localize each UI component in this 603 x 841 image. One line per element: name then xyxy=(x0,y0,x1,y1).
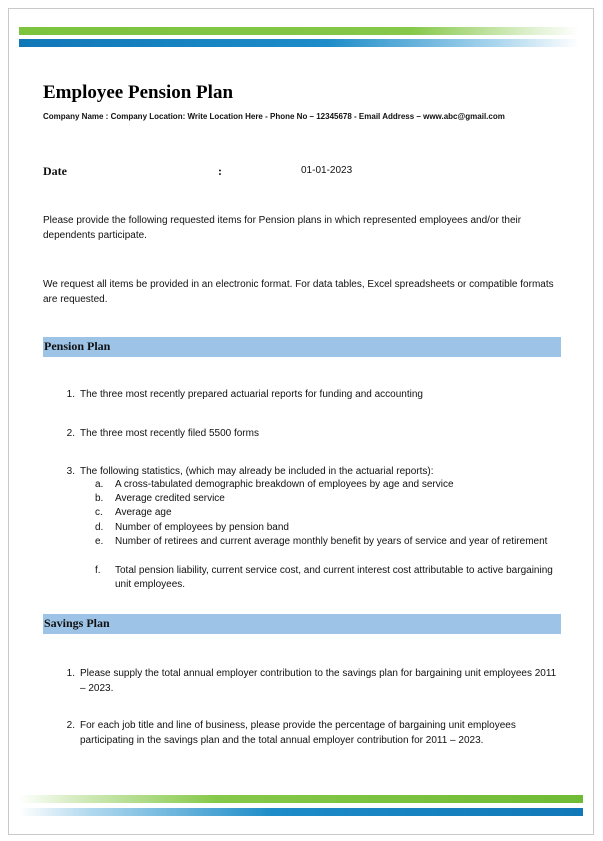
date-colon: : xyxy=(218,164,222,178)
sub-list-letter: d. xyxy=(95,522,104,533)
list-text: For each job title and line of business, please provide the percentage of bargaining unit employees participating in the savings plan and the total annual employer contribution for 2011 – 2023. xyxy=(80,720,516,746)
sub-list-letter: c. xyxy=(95,507,103,518)
list-text: The following statistics, (which may already be included in the actuarial reports): xyxy=(80,466,434,477)
sub-list-letter: e. xyxy=(95,536,104,547)
footer-blue-stripe xyxy=(19,808,583,816)
list-number: 1. xyxy=(66,668,75,679)
list-number: 1. xyxy=(66,389,75,400)
document-title: Employee Pension Plan xyxy=(43,82,234,103)
list-number: 2. xyxy=(66,720,75,731)
savings-plan-heading: Savings Plan xyxy=(43,614,561,634)
list-number: 3. xyxy=(66,466,75,477)
list-text: The three most recently prepared actuarial reports for funding and accounting xyxy=(80,389,423,400)
company-info-line: Company Name : Company Location: Write Location Here - Phone No – 12345678 - Email Address – www.abc@gmail.com xyxy=(43,112,505,121)
sub-list-text: Number of retirees and current average monthly benefit by years of service and year of retirement xyxy=(115,536,548,547)
footer-green-stripe xyxy=(19,795,583,803)
intro-paragraph: Please provide the following requested items for Pension plans in which represented employees and/or their dependents participate. xyxy=(43,215,522,241)
pension-plan-heading: Pension Plan xyxy=(43,337,561,357)
sub-list-text: A cross-tabulated demographic breakdown of employees by age and service xyxy=(115,479,454,490)
sub-list-letter: a. xyxy=(95,479,104,490)
date-label: Date xyxy=(43,164,67,178)
format-paragraph: We request all items be provided in an electronic format. For data tables, Excel spreadsheets or compatible formats are requested. xyxy=(43,279,554,305)
sub-list-letter: b. xyxy=(95,493,104,504)
list-text: Please supply the total annual employer contribution to the savings plan for bargaining unit employees 2011 – 2023. xyxy=(80,668,557,694)
header-blue-stripe xyxy=(19,39,579,47)
sub-list-text: Total pension liability, current service cost, and current interest cost attributable to active bargaining unit employees. xyxy=(115,565,553,591)
sub-list-text: Average age xyxy=(115,507,172,518)
header-green-stripe xyxy=(19,27,579,35)
sub-list-letter: f. xyxy=(95,565,101,576)
list-text: The three most recently filed 5500 forms xyxy=(80,428,259,439)
list-number: 2. xyxy=(66,428,75,439)
sub-list-text: Average credited service xyxy=(115,493,225,504)
date-value: 01-01-2023 xyxy=(301,165,353,176)
sub-list-text: Number of employees by pension band xyxy=(115,522,289,533)
document-page xyxy=(8,8,594,835)
